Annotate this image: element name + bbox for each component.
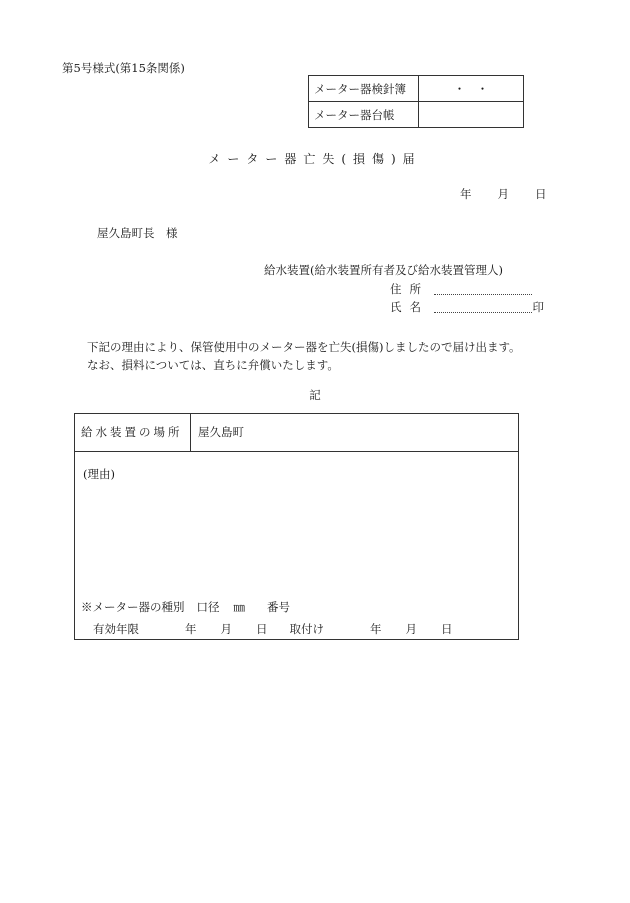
ledger-table [308,75,524,128]
document-title: メーター器亡失(損傷)届 [208,152,422,166]
location-value[interactable]: 屋久島町 [198,425,244,439]
installed-label: 取付け [289,622,324,636]
name-line[interactable] [434,312,532,313]
address-label: 住所 [390,282,429,296]
body-line-2: なお、損料については、直ちに弁償いたします。 [87,358,339,372]
expiry-day[interactable]: 日 [256,622,268,636]
expiry-label: 有効年限 [93,622,139,636]
name-row[interactable] [390,299,544,315]
ledger-row-reading [309,76,524,102]
addressee: 屋久島町長 様 [97,226,178,240]
meter-info-line [81,599,290,615]
name-label: 氏名 [390,300,429,314]
expiry-line [93,621,453,637]
date-month[interactable]: 月 [497,187,509,201]
details-table [74,413,519,640]
ledger-row-register [309,102,524,128]
reason-label: (理由) [83,467,115,481]
applicant-heading: 給水装置(給水装置所有者及び給水装置管理人) [264,263,503,277]
location-label: 給水装置の場所 [75,414,191,451]
expiry-year[interactable]: 年 [185,622,197,636]
installed-day[interactable]: 日 [441,622,453,636]
number-label: 番号 [267,600,290,614]
ki-mark: 記 [309,388,321,402]
installed-month[interactable]: 月 [405,622,417,636]
date-day[interactable]: 日 [535,187,547,201]
unit-label: ㎜ [233,600,245,614]
body-line-1: 下記の理由により、保管使用中のメーター器を亡失(損傷)しましたので届け出ます。 [87,340,521,354]
expiry-month[interactable]: 月 [220,622,232,636]
ledger-label-reading: メーター器検針簿 [309,76,419,102]
form-number: 第5号様式(第15条関係) [62,61,185,75]
diameter-label: 口径 [196,600,220,614]
installed-year[interactable]: 年 [370,622,382,636]
ledger-value-register[interactable] [419,102,524,128]
address-row[interactable] [390,281,544,297]
ledger-label-register: メーター器台帳 [309,102,419,128]
date-line [460,186,547,202]
meter-type-label: ※メーター器の種別 [81,600,185,614]
date-year[interactable]: 年 [460,187,472,201]
ledger-value-reading[interactable]: ・ ・ [419,76,524,102]
seal-mark: 印 [532,300,544,314]
location-row [75,414,518,452]
address-line[interactable] [434,294,532,295]
